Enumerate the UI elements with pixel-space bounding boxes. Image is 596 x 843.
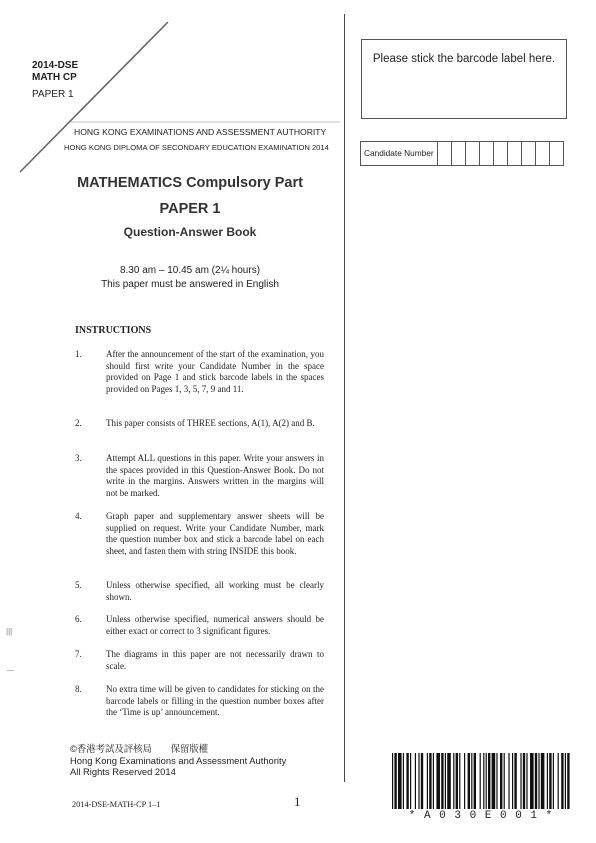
barcode-bar <box>421 753 423 809</box>
instruction-number: 6. <box>75 614 82 624</box>
exam-name: HONG KONG DIPLOMA OF SECONDARY EDUCATION EXAMINATION 2014 <box>64 143 329 152</box>
barcode-bar <box>406 753 408 809</box>
instruction-text: The diagrams in this paper are not necessarily drawn to scale. <box>106 649 324 671</box>
instruction-text: Unless otherwise specified, numerical answers should be either exact or correct to 3 significant figures. <box>106 614 324 636</box>
barcode-bar <box>392 753 393 809</box>
copyright-line: ©香港考試及評核局 保留版權 <box>70 743 209 754</box>
exam-code-line: MATH CP <box>32 72 77 83</box>
margin-tick <box>7 670 14 671</box>
barcode-bar <box>415 753 416 809</box>
barcode-bar <box>492 753 496 809</box>
authority-name: HONG KONG EXAMINATIONS AND ASSESSMENT AUTHORITY <box>74 127 327 137</box>
subject-title: MATHEMATICS Compulsory Part <box>77 175 303 191</box>
barcode-bar <box>441 753 443 809</box>
barcode-bar <box>433 753 434 809</box>
instruction-number: 1. <box>75 349 82 359</box>
copyright-line: Hong Kong Examinations and Assessment Authority <box>70 754 287 766</box>
barcode-bar <box>447 753 451 809</box>
barcode-bar <box>500 753 502 809</box>
barcode-bar <box>530 753 534 809</box>
page-number: 1 <box>294 794 301 809</box>
footer-paper-code: 2014-DSE-MATH-CP 1–1 <box>72 800 161 809</box>
barcode-bar <box>456 753 458 809</box>
exam-code-line: PAPER 1 <box>32 89 74 100</box>
barcode-bar <box>520 753 521 809</box>
candidate-number-cell[interactable] <box>550 142 563 165</box>
barcode-bar <box>403 753 404 809</box>
barcode-bar <box>394 753 396 809</box>
barcode-bar <box>471 753 472 809</box>
exam-code-block <box>32 60 78 101</box>
candidate-number-cell[interactable] <box>522 142 536 165</box>
instruction-number: 5. <box>75 580 82 590</box>
barcode-bar <box>418 753 419 809</box>
barcode-label-box[interactable] <box>361 39 567 119</box>
book-title: Question-Answer Book <box>123 225 257 239</box>
barcode-text: * A 0 3 0 E 0 0 1 * <box>408 810 554 822</box>
page-divider <box>344 14 345 782</box>
candidate-number-cell[interactable] <box>508 142 522 165</box>
instruction-number: 7. <box>75 649 82 659</box>
candidate-number-cell[interactable] <box>452 142 466 165</box>
barcode-bar <box>488 753 490 809</box>
barcode-bar <box>410 753 411 809</box>
instructions-heading: INSTRUCTIONS <box>75 325 152 336</box>
candidate-number-cell[interactable] <box>480 142 494 165</box>
barcode-bar <box>523 753 525 809</box>
barcode-bar <box>535 753 537 809</box>
instruction-text: Attempt ALL questions in this paper. Write your answers in the spaces provided in this Question-Answer Book. Do not write in the margins. Answers written in the margins will not be marked. <box>106 453 324 498</box>
instruction-text: Graph paper and supplementary answer sheets will be supplied on request. Write your Candidate Number, mark the question number box and stick a barcode label on each sheet, and fasten them with string INSIDE this book. <box>106 511 324 556</box>
barcode-bar <box>549 753 551 809</box>
instruction-text: This paper consists of THREE sections, A(1), A(2) and B. <box>106 418 315 428</box>
barcode-bar <box>398 753 402 809</box>
barcode-bar <box>504 753 505 809</box>
barcode-bar <box>468 753 470 809</box>
candidate-number-cell[interactable] <box>494 142 508 165</box>
barcode-bar <box>541 753 545 809</box>
instruction-number: 3. <box>75 453 82 463</box>
instruction-text: Unless otherwise specified, all working must be clearly shown. <box>106 580 324 602</box>
authority-header <box>64 126 329 154</box>
copyright-line: All Rights Reserved 2014 <box>70 766 176 777</box>
candidate-number-cell[interactable] <box>438 142 452 165</box>
barcode-bar <box>480 753 481 809</box>
barcode-prompt: Please stick the barcode label here. <box>372 53 556 65</box>
copyright-block <box>70 743 286 778</box>
barcode-bar <box>565 753 566 809</box>
instruction-number: 2. <box>75 418 82 428</box>
barcode-bar <box>483 753 484 809</box>
barcode-bar <box>464 753 465 809</box>
barcode-image <box>392 753 570 809</box>
margin-mark: ||| <box>6 627 13 636</box>
barcode-bar <box>567 753 569 809</box>
barcode-bar <box>553 753 554 809</box>
barcode-bar <box>486 753 487 809</box>
barcode-bar <box>453 753 454 809</box>
barcode-bar <box>514 753 516 809</box>
barcode-bar <box>526 753 527 809</box>
instruction-number: 8. <box>75 684 82 694</box>
barcode-bar <box>427 753 428 809</box>
candidate-number-field[interactable] <box>360 141 564 166</box>
paper-title: PAPER 1 <box>159 201 221 217</box>
candidate-number-cell[interactable] <box>466 142 480 165</box>
instruction-text: No extra time will be given to candidates for sticking on the barcode labels or filling in the question number boxes after the ‘Time is up’ announcement. <box>106 684 324 718</box>
language-note: This paper must be answered in English <box>101 279 279 290</box>
instruction-text: After the announcement of the start of the examination, you should first write your Candidate Number in the space provided on Page 1 and stick barcode labels in the spaces provided on Pages 1, 3, 5, 7, 9 and 11. <box>106 349 324 394</box>
barcode-bar <box>512 753 513 809</box>
candidate-number-cell[interactable] <box>536 142 550 165</box>
barcode-bar <box>436 753 440 809</box>
candidate-number-label: Candidate Number <box>361 142 438 165</box>
barcode-bar <box>558 753 559 809</box>
barcode-bar <box>496 753 497 809</box>
exam-time-block <box>30 264 350 292</box>
instruction-number: 4. <box>75 511 82 521</box>
barcode-bar <box>547 753 548 809</box>
barcode-bar <box>538 753 539 809</box>
barcode-bar <box>474 753 476 809</box>
exam-code-line: 2014-DSE <box>32 60 79 71</box>
barcode-bar <box>445 753 446 809</box>
barcode-bar <box>508 753 509 809</box>
barcode-bar <box>429 753 431 809</box>
barcode-bar <box>561 753 563 809</box>
exam-time: 8.30 am – 10.45 am (2¼ hours) <box>119 265 261 276</box>
barcode-bar <box>459 753 460 809</box>
